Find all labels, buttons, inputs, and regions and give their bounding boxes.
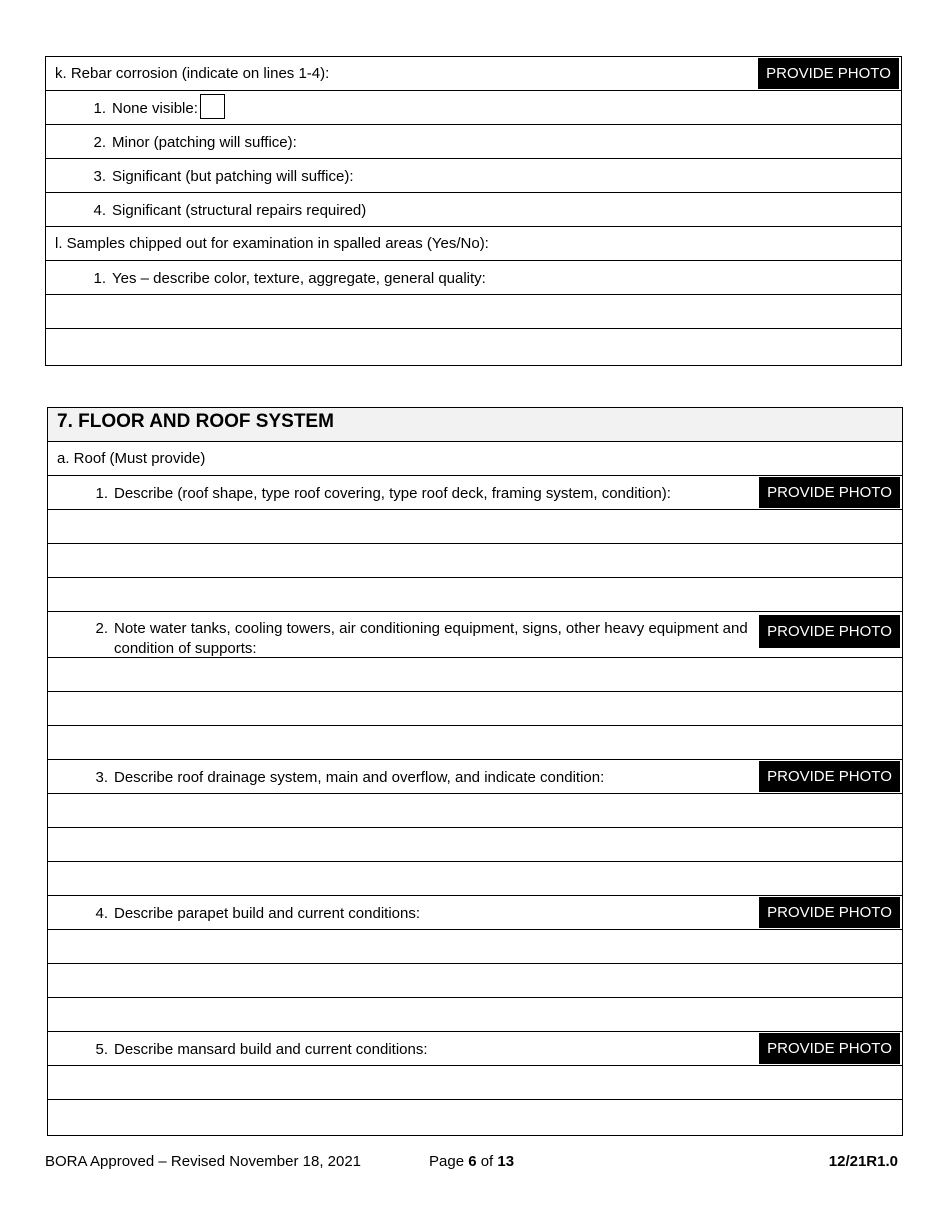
blank-answer-line[interactable] [48,544,902,578]
blank-answer-line[interactable] [48,692,902,726]
item-text: Describe parapet build and current conditions: [114,905,421,922]
item-number: 1. [93,100,106,117]
blank-answer-line[interactable] [48,862,902,896]
roof-row [48,442,902,476]
item-text: Minor (patching will suffice): [112,134,297,151]
blank-answer-line[interactable] [48,998,902,1032]
provide-photo-button[interactable]: PROVIDE PHOTO [758,58,899,89]
item-text: Describe roof drainage system, main and overflow, and indicate condition: [114,769,605,786]
list-item [46,125,901,159]
list-item [46,261,901,295]
item-text: Yes – describe color, texture, aggregate, general quality: [112,270,486,287]
blank-answer-line[interactable] [46,295,901,329]
blank-answer-line[interactable] [48,794,902,828]
blank-answer-line[interactable] [48,726,902,760]
item-text: Describe mansard build and current conditions: [114,1041,428,1058]
list-item [48,612,902,658]
provide-photo-button[interactable]: PROVIDE PHOTO [759,615,900,648]
item-text: Significant (but patching will suffice): [112,168,354,185]
item-number: 1. [93,270,106,287]
provide-photo-button[interactable]: PROVIDE PHOTO [759,761,900,792]
page-of: of [476,1153,498,1170]
rebar-corrosion-row [46,57,901,91]
item-number: 4. [93,202,106,219]
rebar-corrosion-table [45,56,902,366]
list-item [48,476,902,510]
revision-code: 12/21R1.0 [828,1153,898,1170]
none-visible-checkbox[interactable] [200,94,225,119]
item-number: 2. [93,134,106,151]
page-total: 13 [497,1153,515,1170]
roof-label: a. Roof (Must provide) [57,450,206,467]
page-number [429,1153,514,1170]
blank-answer-line[interactable] [48,1066,902,1100]
blank-answer-line[interactable] [48,1100,902,1134]
item-number: 3. [93,168,106,185]
section-header [48,408,902,442]
item-number: 3. [95,769,108,786]
item-number: 5. [95,1041,108,1058]
page-current: 6 [468,1153,477,1170]
blank-answer-line[interactable] [48,964,902,998]
blank-answer-line[interactable] [46,329,901,363]
list-item [48,760,902,794]
list-item [46,91,901,125]
item-text: Significant (structural repairs required) [112,202,367,219]
page-prefix: Page [429,1153,469,1170]
item-text: None visible: [112,100,198,117]
list-item [46,159,901,193]
blank-answer-line[interactable] [48,930,902,964]
blank-answer-line[interactable] [48,578,902,612]
footer-approval: BORA Approved – Revised November 18, 2021 [45,1153,362,1170]
samples-label: l. Samples chipped out for examination in spalled areas (Yes/No): [55,235,489,252]
samples-row [46,227,901,261]
item-number: 4. [95,905,108,922]
blank-answer-line[interactable] [48,510,902,544]
provide-photo-button[interactable]: PROVIDE PHOTO [759,1033,900,1064]
item-number: 1. [95,485,108,502]
section-title: 7. FLOOR AND ROOF SYSTEM [57,411,334,432]
provide-photo-button[interactable]: PROVIDE PHOTO [759,897,900,928]
list-item [48,1032,902,1066]
rebar-corrosion-label: k. Rebar corrosion (indicate on lines 1-4): [55,65,330,82]
item-text: Note water tanks, cooling towers, air conditioning equipment, signs, other heavy equipment and condition of supports: [114,620,748,657]
blank-answer-line[interactable] [48,828,902,862]
provide-photo-button[interactable]: PROVIDE PHOTO [759,477,900,508]
item-text: Describe (roof shape, type roof covering, type roof deck, framing system, condition): [114,485,671,502]
item-number: 2. [95,620,108,637]
list-item [48,896,902,930]
list-item [46,193,901,227]
floor-roof-table [47,407,903,1136]
blank-answer-line[interactable] [48,658,902,692]
